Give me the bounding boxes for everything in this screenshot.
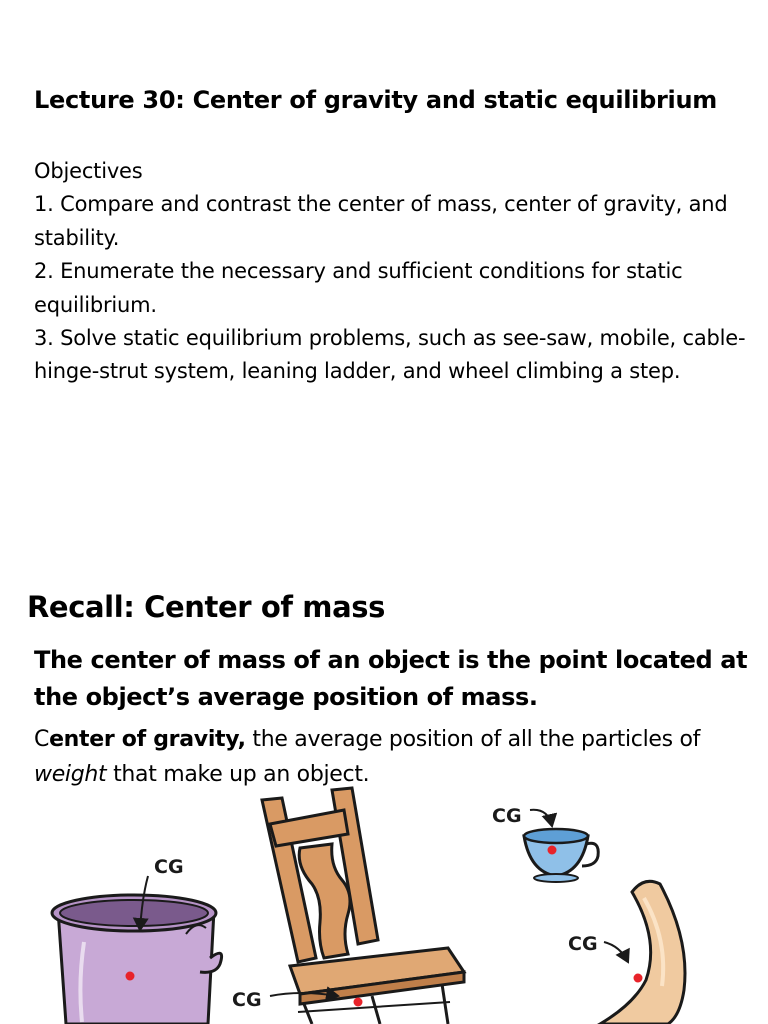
weight-emphasis: weight xyxy=(34,762,107,787)
lecture-title: Lecture 30: Center of gravity and static equilibrium xyxy=(34,86,717,114)
cg-term: enter of gravity, xyxy=(49,727,246,752)
pot-cg-label: CG xyxy=(154,856,184,878)
objective-item-2: 2. Enumerate the necessary and sufficient conditions for static equilibrium. xyxy=(34,259,683,317)
cg-term-initial: C xyxy=(34,727,50,752)
cg-definition-text: the average position of all the particles of xyxy=(245,727,701,752)
boomerang-drawing xyxy=(568,881,685,1024)
pot-cg-dot xyxy=(126,972,135,981)
boomerang-cg-dot xyxy=(634,974,643,983)
chair-cg-label: CG xyxy=(232,989,262,1011)
cg-definition-tail: that make up an object. xyxy=(106,762,370,787)
objectives-heading: Objectives xyxy=(34,159,143,183)
teacup-drawing xyxy=(492,805,598,882)
chair-cg-dot xyxy=(354,998,363,1007)
chair-drawing xyxy=(232,788,464,1024)
cup-cg-label: CG xyxy=(492,805,522,827)
center-of-gravity-illustration xyxy=(0,780,768,1024)
objective-item-3: 3. Solve static equilibrium problems, such as see-saw, mobile, cable-hinge-strut system, leaning ladder, and wheel climbing a step. xyxy=(34,326,746,384)
boomerang-cg-label: CG xyxy=(568,933,598,955)
center-of-mass-definition: The center of mass of an object is the point located at the object’s average position of mass. xyxy=(34,646,748,711)
objectives-block xyxy=(34,155,750,389)
pot-drawing xyxy=(52,856,222,1024)
recall-slide xyxy=(0,560,768,1024)
cup-cg-dot xyxy=(548,846,557,855)
objective-item-1: 1. Compare and contrast the center of mass, center of gravity, and stability. xyxy=(34,192,728,250)
recall-title: Recall: Center of mass xyxy=(27,590,386,624)
